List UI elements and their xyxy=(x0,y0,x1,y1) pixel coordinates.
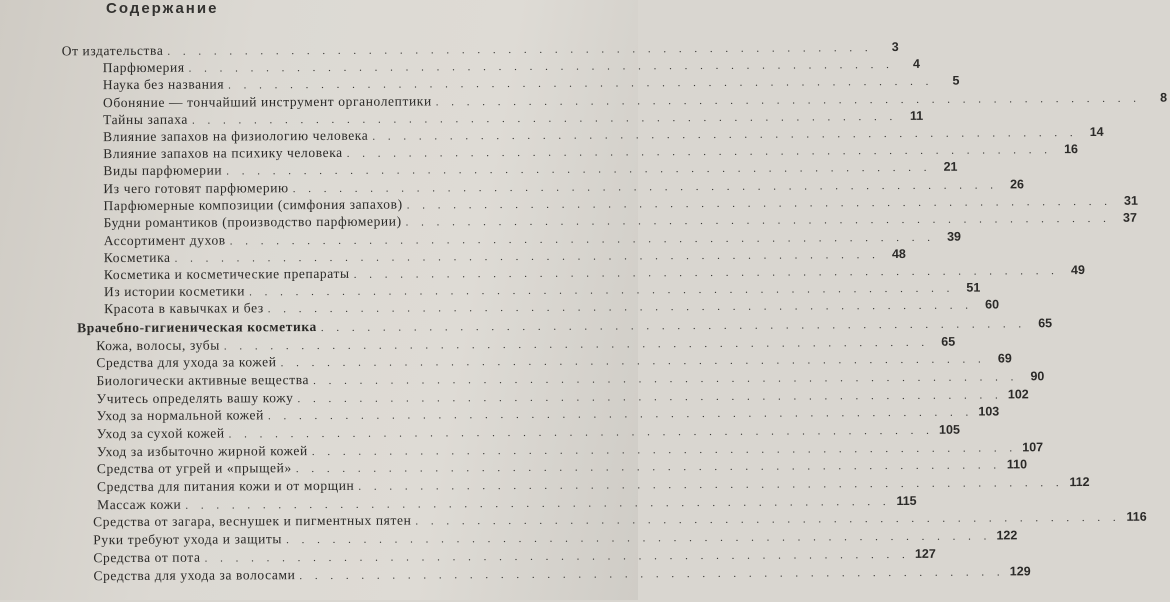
toc-entry-title: Наука без названия xyxy=(102,76,225,93)
toc-row xyxy=(93,546,936,567)
leader-dots: . . . . . . . . . . . . . . . . . . . . . . . . . . . . . . . . . . . . . . . . . . . . . . xyxy=(167,42,873,58)
toc-entry-title: Массаж кожи xyxy=(97,496,182,513)
toc-row xyxy=(104,297,1000,317)
toc-entry-title: Кожа, волосы, зубы xyxy=(96,337,220,354)
toc-row xyxy=(96,422,960,443)
leader-dots: . . . . . . . . . . . . . . . . . . . . . . . . . . . . . . . . . . . . . . . . . . . . . . xyxy=(286,530,992,547)
toc-entry-page: 103 xyxy=(978,404,1000,419)
toc-row xyxy=(96,474,1090,496)
toc-entry-page: 26 xyxy=(1010,177,1025,192)
toc-row xyxy=(103,108,924,128)
toc-row xyxy=(96,387,1029,408)
leader-dots: . . . . . . . . . . . . . . . . . . . . . . . . . . . . . . . . . . . . . . . . . . . . . . xyxy=(228,424,934,441)
toc-entry-title: Косметика xyxy=(103,249,171,266)
toc-entry-title: Учитесь определять вашу кожу xyxy=(96,390,294,407)
leader-dots: . . . . . . . . . . . . . . . . . . . . . . . . . . . . . . . . . . . . . . . . . . . . . . xyxy=(188,58,894,75)
toc-entry-page: 4 xyxy=(912,56,920,71)
toc-entry-title: Биологически активные вещества xyxy=(96,372,310,389)
toc-row xyxy=(96,440,1044,461)
toc-entry-title: Уход за сухой кожей xyxy=(96,425,225,442)
leader-dots: . . . . . . . . . . . . . . . . . . . . . . . . . . . . . . . . . . . . . . . . . . . . . . xyxy=(292,179,999,196)
toc-section-row xyxy=(77,316,1053,337)
toc-entry-title: Косметика и косметические препараты xyxy=(103,265,350,283)
leader-dots: . . . . . . . . . . . . . . . . . . . . . . . . . . . . . . . . . . . . . . . . . . . . . . xyxy=(185,496,891,512)
toc-entry-title: Средства для ухода за кожей xyxy=(96,354,277,371)
toc-row xyxy=(93,509,1147,531)
toc-entry-title: Средства для питания кожи и от морщин xyxy=(96,477,355,495)
toc-entry-title: Виды парфюмерии xyxy=(103,162,223,179)
toc-entry-title: Тайны запаха xyxy=(103,111,189,128)
toc-entry-page: 69 xyxy=(997,351,1012,366)
leader-dots: . . . . . . . . . . . . . . . . . . . . . . . . . . . . . . . . . . . . . . . . . . . . . . xyxy=(295,459,1002,476)
toc-entry-title: Средства для ухода за волосами xyxy=(93,567,296,584)
toc-entry-page: 107 xyxy=(1022,440,1044,455)
toc-entry-title: Из истории косметики xyxy=(103,283,246,300)
leader-dots: . . . . . . . . . . . . . . . . . . . . . . . . . . . . . . . . . . . . . . . . . . . . . . xyxy=(228,75,934,92)
toc-row xyxy=(96,404,1000,425)
leader-dots: . . . . . . . . . . . . . . . . . . . . . . . . . . . . . . . . . . . . . . . . . . . . . . xyxy=(204,548,910,565)
toc-row xyxy=(103,210,1137,231)
toc-entry-page: 49 xyxy=(1070,262,1085,278)
toc-row xyxy=(96,369,1045,390)
toc-entry-title: Парфюмерные композиции (симфония запахов) xyxy=(103,196,403,214)
toc-entry-page: 16 xyxy=(1064,142,1079,157)
leader-dots: . . . . . . . . . . . . . . . . . . . . . . . . . . . . . . . . . . . . . . . . . . . . . . xyxy=(311,442,1018,459)
toc-row xyxy=(96,351,1012,372)
toc-row xyxy=(103,193,1138,214)
leader-dots: . . . . . . . . . . . . . . . . . . . . . . . . . . . . . . . . . . . . . . . . . . . . . . xyxy=(226,161,932,178)
toc-entry-title: Руки требуют ухода и защиты xyxy=(93,531,283,548)
toc-row xyxy=(96,334,956,355)
toc-entry-page: 39 xyxy=(947,229,962,244)
toc-row xyxy=(102,56,920,76)
toc-entry-page: 65 xyxy=(1038,316,1053,331)
toc-entry-title: Средства от угрей и «прыщей» xyxy=(96,460,292,477)
toc-entry-page: 90 xyxy=(1030,369,1045,384)
toc-entry-title: Будни романтиков (производство парфюмерии) xyxy=(103,213,402,231)
toc-entry-page: 48 xyxy=(891,246,906,262)
toc-entry-title: Обоняние — тончайший инструмент органолептики xyxy=(102,93,432,111)
leader-dots: . . . . . . . . . . . . . . . . . . . . . . . . . . . . . . . . . . . . . . . . . . . . . . xyxy=(267,406,974,423)
toc-entry-title: От издательства xyxy=(61,42,164,59)
toc-row xyxy=(103,229,962,249)
toc-entry-page: 11 xyxy=(909,108,924,123)
toc-entry-page: 112 xyxy=(1069,474,1090,490)
toc-row xyxy=(103,177,1025,197)
leader-dots: . . . . . . . . . . . . . . . . . . . . . . . . . . . . . . . . . . . . . . . . . . . . . . xyxy=(249,282,955,299)
toc-row xyxy=(103,159,958,179)
leader-dots: . . . . . . . . . . . . . . . . . . . . . . . . . . . . . . . . . . . . . . . . . . . . . . xyxy=(174,249,880,265)
toc-entry-title: Уход за избыточно жирной кожей xyxy=(96,443,308,460)
leader-dots: . . . . . . . . . . . . . . . . . . . . . . . . . . . . . . . . . . . . . . . . . . . . . . xyxy=(358,477,1064,493)
leader-dots: . . . . . . . . . . . . . . . . . . . . . . . . . . . . . . . . . . . . . . . . . . . . . . xyxy=(297,389,1003,406)
toc-row xyxy=(102,90,1168,111)
toc-row xyxy=(103,124,1104,145)
toc-entry-page: 51 xyxy=(966,280,981,295)
toc-row xyxy=(103,262,1085,283)
leader-dots: . . . . . . . . . . . . . . . . . . . . . . . . . . . . . . . . . . . . . . . . . . . . . . xyxy=(405,212,1111,229)
toc-entry-page: 31 xyxy=(1123,193,1138,208)
toc-entry-title: Ассортимент духов xyxy=(103,232,226,249)
toc-entry-page: 60 xyxy=(985,297,1000,312)
toc-entry-page: 115 xyxy=(896,493,917,508)
toc-entry-page: 21 xyxy=(943,159,958,174)
leader-dots: . . . . . . . . . . . . . . . . . . . . . . . . . . . . . . . . . . . . . . . . . . . . . . xyxy=(191,110,898,127)
toc-entry-page: 37 xyxy=(1122,210,1137,225)
toc-entry-page: 105 xyxy=(938,422,960,437)
toc-row xyxy=(61,39,899,60)
leader-dots: . . . . . . . . . . . . . . . . . . . . . . . . . . . . . . . . . . . . . . . . . . . . . . xyxy=(353,265,1059,281)
toc-row xyxy=(93,528,1018,549)
leader-dots: . . . . . . . . . . . . . . . . . . . . . . . . . . . . . . . . . . . . . . . . . . . . . . xyxy=(313,371,1019,388)
leader-dots: . . . . . . . . . . . . . . . . . . . . . . . . . . . . . . . . . . . . . . . . . . . . . . xyxy=(415,511,1121,528)
leader-dots: . . . . . . . . . . . . . . . . . . . . . . . . . . . . . . . . . . . . . . . . . . . . . . xyxy=(406,195,1112,212)
toc-entry-page: 3 xyxy=(891,39,899,55)
toc-entry-page: 65 xyxy=(941,334,956,349)
toc-entry-page: 127 xyxy=(914,546,936,561)
toc-entry-title: Средства от загара, веснушек и пигментных пятен xyxy=(93,512,412,530)
leader-dots: . . . . . . . . . . . . . . . . . . . . . . . . . . . . . . . . . . . . . . . . . . . . . . xyxy=(372,127,1078,143)
toc-row xyxy=(103,246,906,266)
toc-entry-page: 102 xyxy=(1007,387,1029,402)
toc-entry-title: Уход за нормальной кожей xyxy=(96,407,264,424)
page-title: Содержание xyxy=(106,0,219,17)
toc-entry-page: 129 xyxy=(1009,564,1031,579)
toc-entry-page: 14 xyxy=(1089,124,1104,139)
toc-entry-title: Красота в кавычках и без xyxy=(104,300,264,317)
toc-row xyxy=(96,457,1028,478)
toc-entry-title: Парфюмерия xyxy=(102,59,185,76)
leader-dots: . . . . . . . . . . . . . . . . . . . . . . . . . . . . . . . . . . . . . . . . . . . . . . xyxy=(346,144,1053,160)
leader-dots: . . . . . . . . . . . . . . . . . . . . . . . . . . . . . . . . . . . . . . . . . . . . . . xyxy=(280,353,986,370)
leader-dots: . . . . . . . . . . . . . . . . . . . . . . . . . . . . . . . . . . . . . . . . . . . . . . xyxy=(229,231,936,248)
leader-dots: . . . . . . . . . . . . . . . . . . . . . . . . . . . . . . . . . . . . . . . . . . . . . . xyxy=(435,92,1142,109)
toc-row xyxy=(102,73,960,93)
toc-entry-page: 110 xyxy=(1006,457,1028,472)
toc-entry-page: 116 xyxy=(1126,509,1147,524)
toc-entry-title: Влияние запахов на физиологию человека xyxy=(103,127,369,145)
toc-entry-title: Средства от пота xyxy=(93,549,201,566)
leader-dots: . . . . . . . . . . . . . . . . . . . . . . . . . . . . . . . . . . . . . . . . . . . . . . xyxy=(299,566,1005,583)
toc-row xyxy=(103,280,981,300)
toc-row xyxy=(97,493,917,514)
toc-entry-title: Из чего готовят парфюмерию xyxy=(103,180,289,197)
toc-row xyxy=(103,142,1079,162)
leader-dots: . . . . . . . . . . . . . . . . . . . . . . . . . . . . . . . . . . . . . . . . . . . . . . xyxy=(320,318,1027,334)
toc-row xyxy=(93,564,1031,585)
toc-entry-page: 8 xyxy=(1160,90,1168,105)
toc-entry-page: 122 xyxy=(996,528,1018,543)
leader-dots: . . . . . . . . . . . . . . . . . . . . . . . . . . . . . . . . . . . . . . . . . . . . . . xyxy=(267,299,974,316)
leader-dots: . . . . . . . . . . . . . . . . . . . . . . . . . . . . . . . . . . . . . . . . . . . . . . xyxy=(223,336,930,353)
toc-entry-title: Влияние запахов на психику человека xyxy=(103,144,343,162)
toc-entry-page: 5 xyxy=(952,73,960,88)
toc-section-title: Врачебно-гигиеническая косметика xyxy=(77,319,317,336)
